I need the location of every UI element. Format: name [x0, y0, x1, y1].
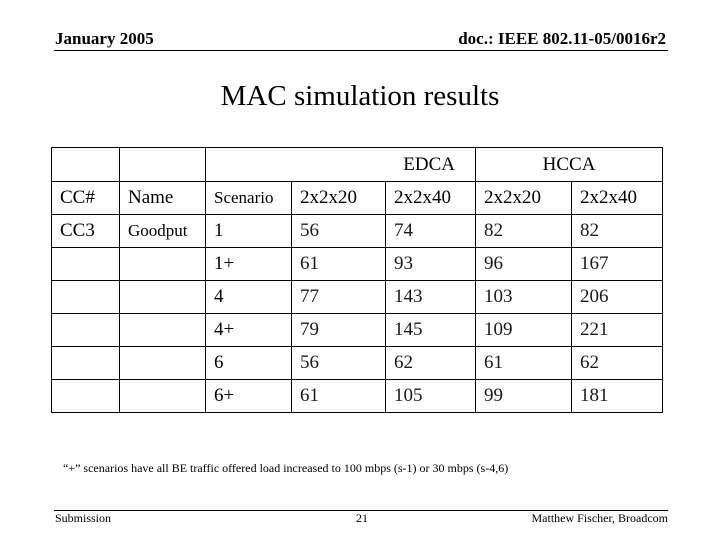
- edca-20-cell: 77: [292, 281, 386, 314]
- hcca-20-cell: 103: [476, 281, 572, 314]
- table-row: [52, 248, 663, 281]
- header-divider: [54, 50, 668, 51]
- page-number: 21: [356, 511, 368, 525]
- hcca-20-cell: 82: [476, 215, 572, 248]
- hcca-40-cell: 221: [572, 314, 663, 347]
- empty-cell: [120, 314, 206, 347]
- table-row: [52, 215, 663, 248]
- empty-cell: [120, 148, 206, 182]
- edca-20-cell: 61: [292, 248, 386, 281]
- hcca-40-cell: 206: [572, 281, 663, 314]
- scenario-cell: 1: [206, 215, 292, 248]
- edca-40-cell: 105: [386, 380, 476, 413]
- col-header-hcca-40: 2x2x40: [572, 182, 663, 215]
- edca-20-cell: 61: [292, 380, 386, 413]
- footnote: “+” scenarios have all BE traffic offered load increased to 100 mbps (s-1) or 30 mbps (s-4,6): [63, 461, 509, 475]
- results-table: [51, 147, 663, 413]
- edca-40-cell: 143: [386, 281, 476, 314]
- hcca-20-cell: 61: [476, 347, 572, 380]
- edca-20-cell: 56: [292, 347, 386, 380]
- col-header-hcca-20: 2x2x20: [476, 182, 572, 215]
- edca-40-cell: 62: [386, 347, 476, 380]
- edca-group-header: EDCA: [206, 148, 476, 182]
- empty-cell: [120, 248, 206, 281]
- edca-20-cell: 56: [292, 215, 386, 248]
- slide-title: MAC simulation results: [220, 80, 500, 112]
- table-row: [52, 347, 663, 380]
- edca-40-cell: 145: [386, 314, 476, 347]
- table-row: [52, 380, 663, 413]
- empty-cell: [52, 380, 120, 413]
- group-header-row: [52, 148, 663, 182]
- name-value: Goodput: [120, 215, 206, 248]
- col-header-name: Name: [120, 182, 206, 215]
- hcca-20-cell: 109: [476, 314, 572, 347]
- footer-submission: Submission: [55, 511, 112, 525]
- footer-author: Matthew Fischer, Broadcom: [531, 511, 668, 525]
- empty-cell: [120, 380, 206, 413]
- cc-value: CC3: [52, 215, 120, 248]
- empty-cell: [52, 281, 120, 314]
- hcca-20-cell: 96: [476, 248, 572, 281]
- table-row: [52, 314, 663, 347]
- hcca-40-cell: 62: [572, 347, 663, 380]
- header-doc-id: doc.: IEEE 802.11-05/0016r2: [458, 29, 666, 48]
- header-date: January 2005: [55, 29, 154, 48]
- empty-cell: [120, 281, 206, 314]
- scenario-cell: 4+: [206, 314, 292, 347]
- empty-cell: [52, 148, 120, 182]
- hcca-40-cell: 167: [572, 248, 663, 281]
- scenario-cell: 6: [206, 347, 292, 380]
- empty-cell: [52, 248, 120, 281]
- empty-cell: [120, 347, 206, 380]
- empty-cell: [52, 347, 120, 380]
- scenario-cell: 1+: [206, 248, 292, 281]
- scenario-cell: 6+: [206, 380, 292, 413]
- empty-cell: [52, 314, 120, 347]
- hcca-20-cell: 99: [476, 380, 572, 413]
- hcca-40-cell: 181: [572, 380, 663, 413]
- edca-40-cell: 93: [386, 248, 476, 281]
- col-header-edca-20: 2x2x20: [292, 182, 386, 215]
- hcca-40-cell: 82: [572, 215, 663, 248]
- col-header-edca-40: 2x2x40: [386, 182, 476, 215]
- col-header-cc: CC#: [52, 182, 120, 215]
- edca-20-cell: 79: [292, 314, 386, 347]
- edca-40-cell: 74: [386, 215, 476, 248]
- col-header-scenario: Scenario: [206, 182, 292, 215]
- table-row: [52, 281, 663, 314]
- scenario-cell: 4: [206, 281, 292, 314]
- hcca-group-header: HCCA: [476, 148, 663, 182]
- column-header-row: [52, 182, 663, 215]
